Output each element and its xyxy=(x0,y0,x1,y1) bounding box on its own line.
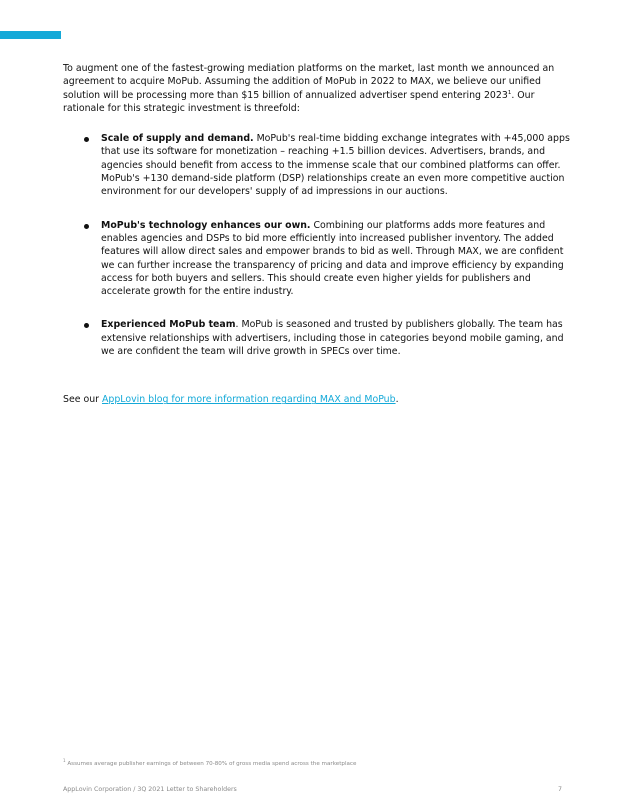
rationale-list xyxy=(63,132,570,358)
blog-link[interactable]: AppLovin blog for more information regarding MAX and MoPub xyxy=(101,394,396,406)
footer-page-number: 7 xyxy=(558,786,563,793)
intro-paragraph xyxy=(63,62,570,115)
intro-text-after: . Our rationale for this strategic investment is threefold: xyxy=(63,89,535,114)
see-more-prefix: See our xyxy=(63,394,102,406)
see-more-paragraph xyxy=(63,393,570,406)
footnote-reference[interactable]: 1 xyxy=(507,89,512,96)
bullet-icon xyxy=(84,323,89,328)
footer-document-title: AppLovin Corporation / 3Q 2021 Letter to Shareholders xyxy=(63,786,237,793)
list-item xyxy=(63,132,570,198)
list-item xyxy=(63,219,570,299)
bullet-heading: MoPub's technology enhances our own. xyxy=(101,219,311,231)
page-body xyxy=(63,62,570,407)
footnote-text: Assumes average publisher earnings of between 70-80% of gross media spend across the marketplace xyxy=(65,761,357,767)
footnote-number: 1 xyxy=(63,758,66,764)
see-more-suffix: . xyxy=(395,394,399,406)
footnote xyxy=(63,758,357,767)
bullet-heading: Experienced MoPub team xyxy=(101,319,236,331)
intro-text: To augment one of the fastest-growing mediation platforms on the market, last month we announced an agreement to acquire MoPub. Assuming the addition of MoPub in 2022 to MAX, we believe our unified solution will be processing more than $15 billion of annualized advertiser spend entering 2023 xyxy=(63,63,555,101)
bullet-icon xyxy=(84,224,89,229)
bullet-body: . MoPub is seasoned and trusted by publishers globally. The team has extensive relationships with advertisers, including those in categories beyond mobile gaming, and we are confident the team will drive growth in SPECs over time. xyxy=(101,319,564,358)
bullet-icon xyxy=(84,137,89,142)
list-item xyxy=(63,318,570,358)
bullet-body: Combining our platforms adds more features and enables agencies and DSPs to bid more efficiently into increased publisher inventory. The added features will allow direct sales and empower brands to bid as well. Through MAX, we are confident we can further increase the transparency of pricing and data and improve efficiency by expanding access for both buyers and sellers. This should create even higher yields for publishers and accelerate growth for the entire industry. xyxy=(101,219,564,298)
accent-bar xyxy=(0,31,61,39)
bullet-heading: Scale of supply and demand. xyxy=(101,133,254,145)
bullet-body: MoPub's real-time bidding exchange integrates with +45,000 apps that use its software for monetization – reaching +1.5 billion devices. Advertisers, brands, and agencies should benefit from access to the immense scale that our combined platforms can offer. MoPub's +130 demand-side platform (DSP) relationships create an even more competitive auction environment for our developers' supply of ad impressions in our auctions. xyxy=(101,133,570,198)
